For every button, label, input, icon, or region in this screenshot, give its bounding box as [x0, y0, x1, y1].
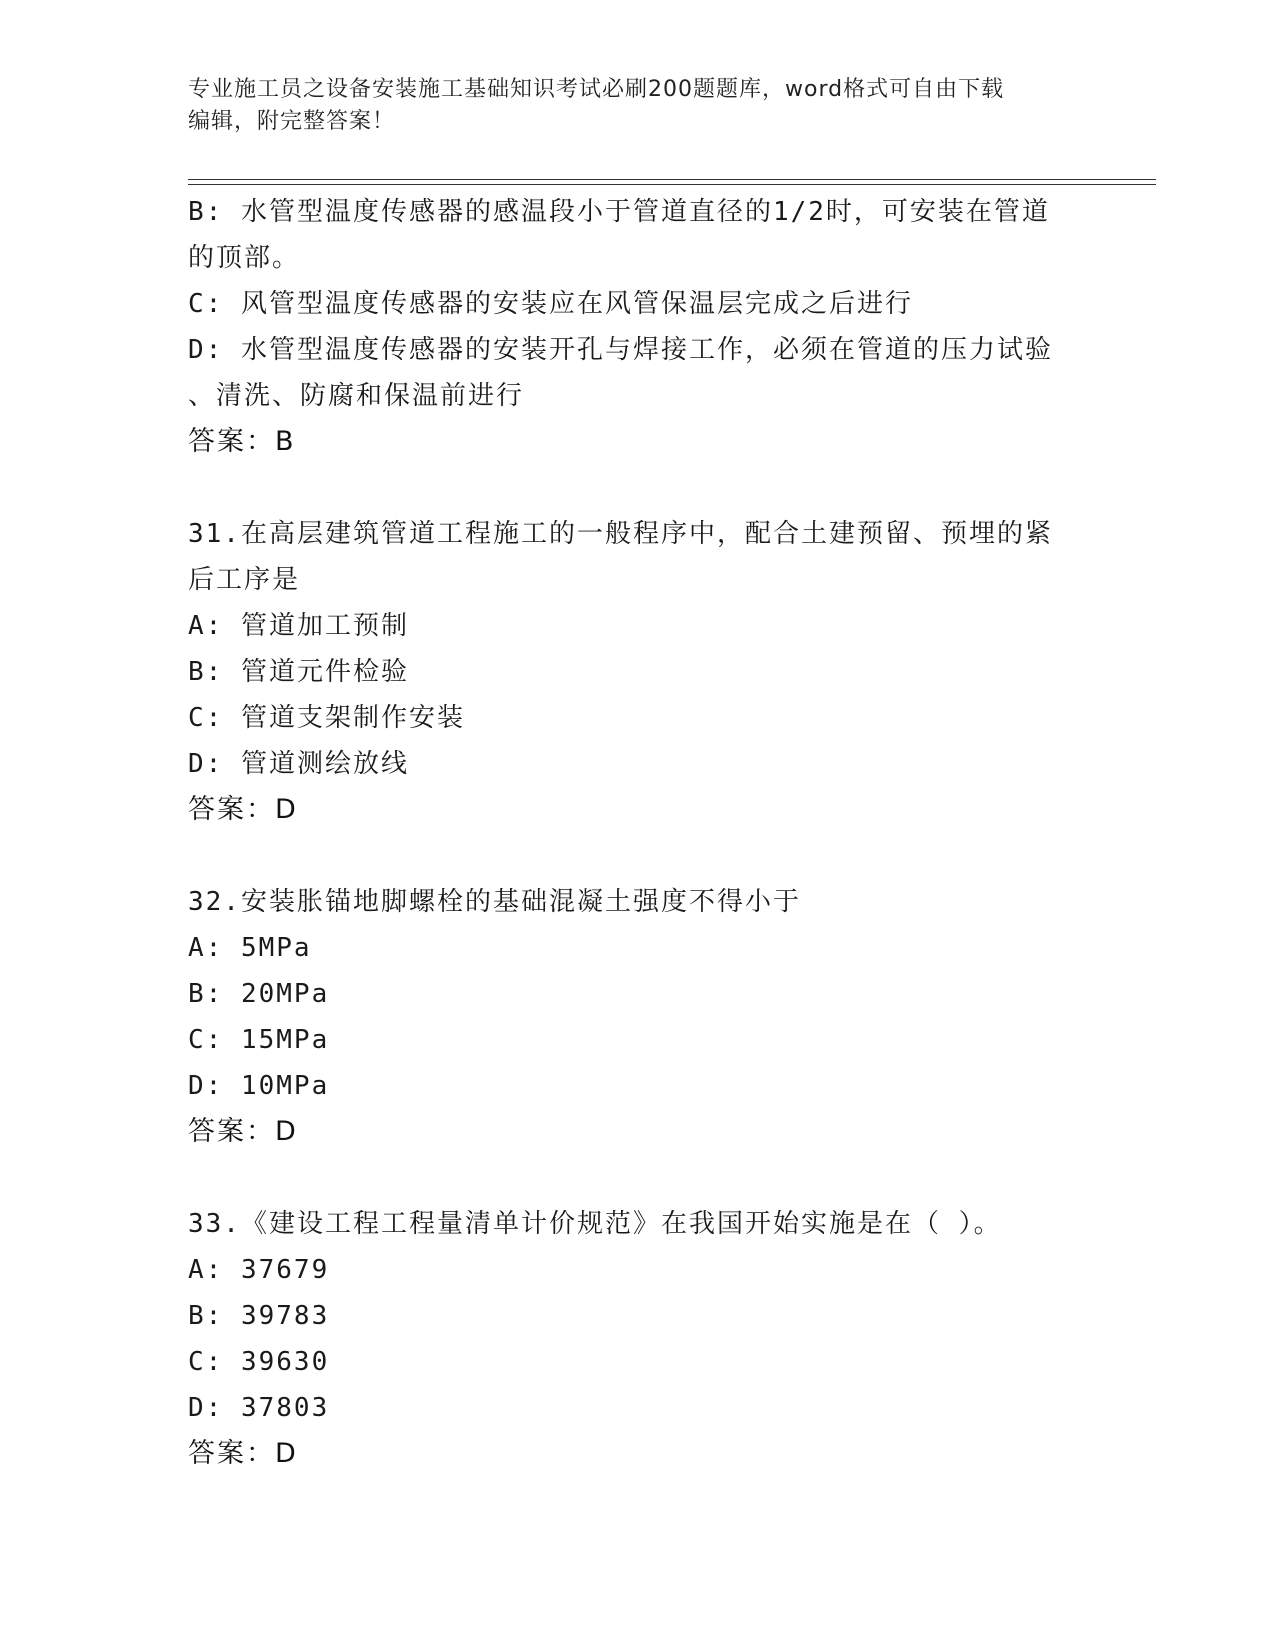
- question-stem: 33.《建设工程工程量清单计价规范》在我国开始实施是在（ ）。: [188, 1209, 1002, 1239]
- option-c: C: 39630: [188, 1347, 330, 1377]
- option-d: D: 管道测绘放线: [188, 749, 409, 779]
- option-d: D: 37803: [188, 1393, 330, 1423]
- answer: 答案：B: [188, 426, 296, 457]
- spacer: [188, 465, 1088, 511]
- option-b-line-1: B: 水管型温度传感器的感温段小于管道直径的1/2时，可安装在管道: [188, 197, 1050, 227]
- header-line-1: 专业施工员之设备安装施工基础知识考试必刷200题题库，word格式可自由下载: [188, 77, 1005, 102]
- question-30-tail: [188, 189, 1088, 465]
- option-c: C: 15MPa: [188, 1025, 330, 1055]
- document-header: [188, 74, 1088, 138]
- question-stem-line-1: 31.在高层建筑管道工程施工的一般程序中，配合土建预留、预埋的紧: [188, 519, 1053, 549]
- question-list: [188, 189, 1088, 1477]
- option-c: C: 管道支架制作安装: [188, 703, 465, 733]
- question-33: [188, 1201, 1088, 1477]
- option-b: B: 39783: [188, 1301, 330, 1331]
- option-c: C: 风管型温度传感器的安装应在风管保温层完成之后进行: [188, 289, 913, 319]
- option-b: B: 20MPa: [188, 979, 330, 1009]
- spacer: [188, 833, 1088, 879]
- answer: 答案：D: [188, 794, 298, 825]
- question-stem-line-2: 后工序是: [188, 565, 301, 595]
- header-divider-top: [188, 179, 1156, 180]
- option-d-line-1: D: 水管型温度传感器的安装开孔与焊接工作，必须在管道的压力试验: [188, 335, 1053, 365]
- answer: 答案：D: [188, 1116, 298, 1147]
- option-d-line-2: 、清洗、防腐和保温前进行: [188, 381, 525, 411]
- option-d: D: 10MPa: [188, 1071, 330, 1101]
- answer: 答案：D: [188, 1438, 298, 1469]
- option-a: A: 5MPa: [188, 933, 312, 963]
- option-b-line-2: 的顶部。: [188, 243, 301, 273]
- question-31: [188, 511, 1088, 833]
- option-a: A: 管道加工预制: [188, 611, 409, 641]
- spacer: [188, 1155, 1088, 1201]
- header-divider-bottom: [188, 184, 1156, 185]
- question-32: [188, 879, 1088, 1155]
- header-line-2: 编辑，附完整答案！: [188, 109, 396, 134]
- option-b: B: 管道元件检验: [188, 657, 409, 687]
- option-a: A: 37679: [188, 1255, 330, 1285]
- question-stem: 32.安装胀锚地脚螺栓的基础混凝土强度不得小于: [188, 887, 801, 917]
